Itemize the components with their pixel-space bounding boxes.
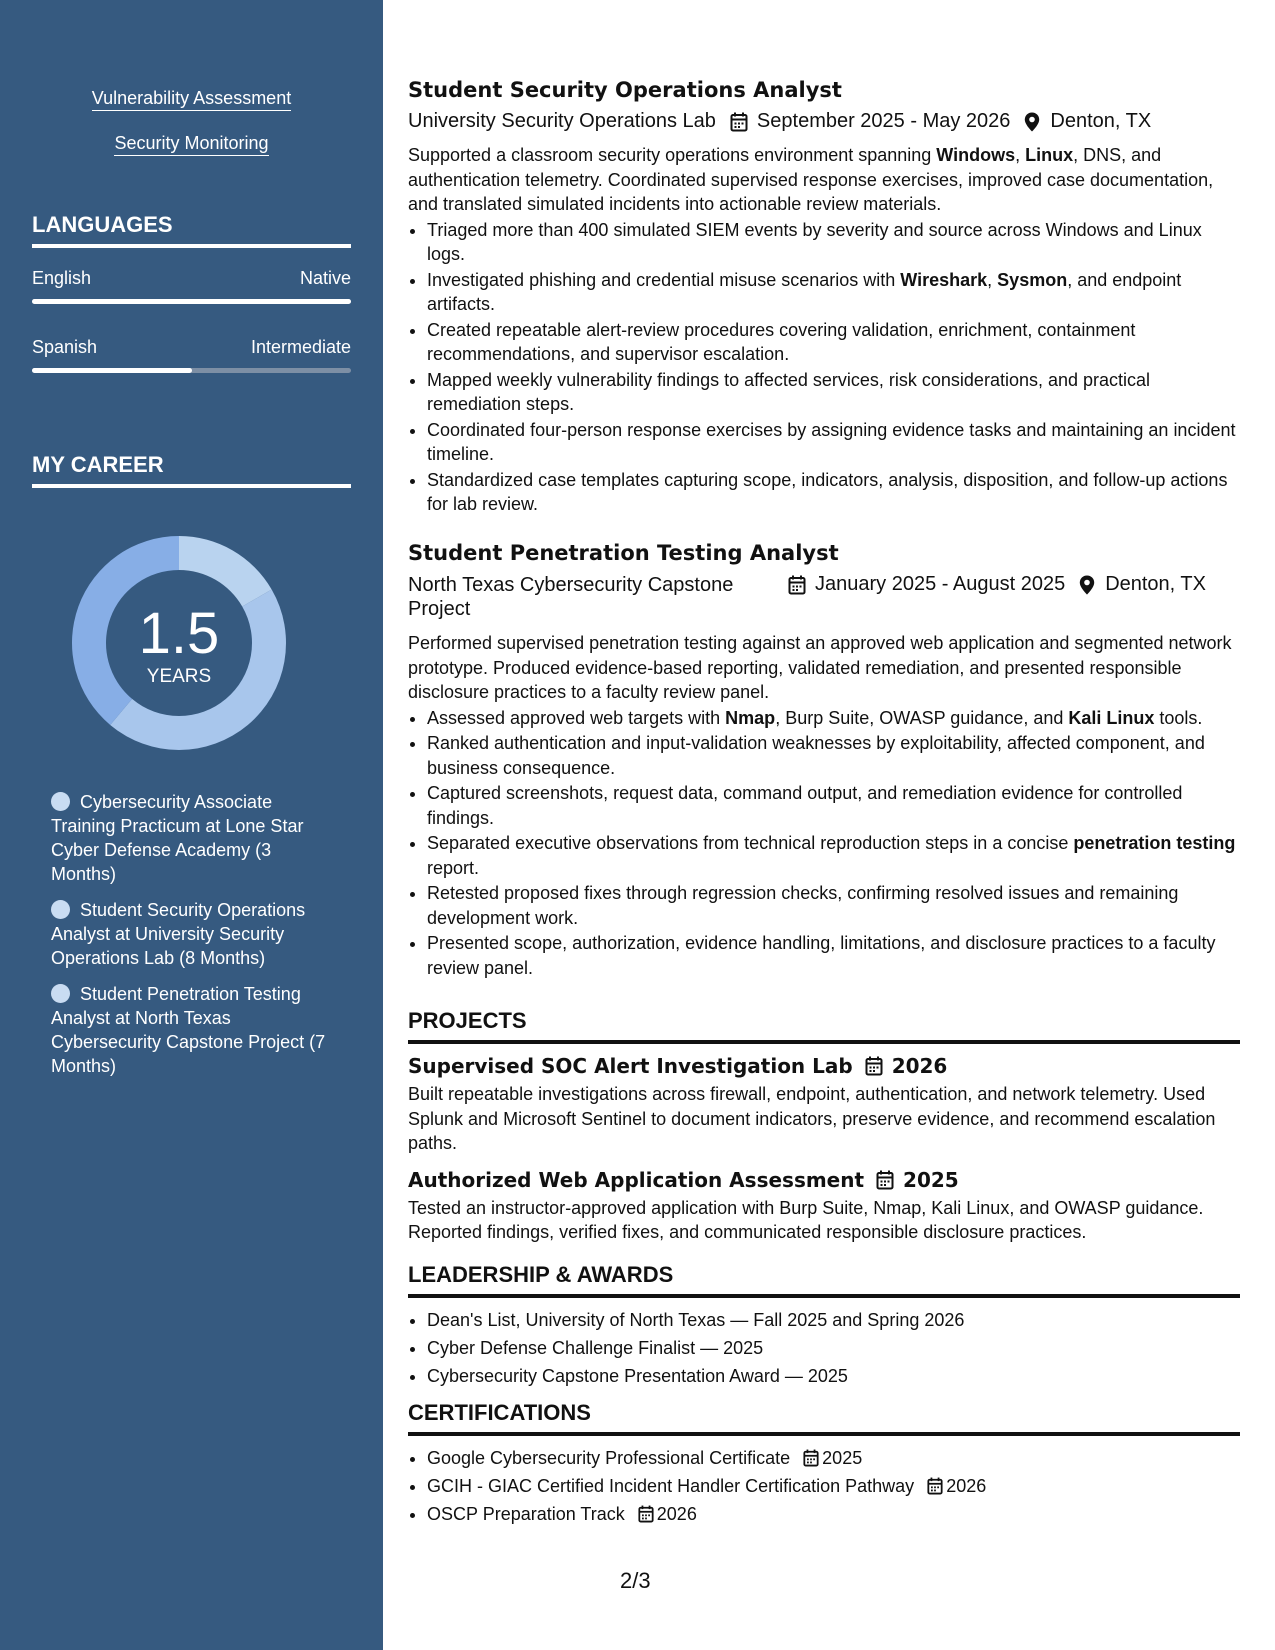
job-org: North Texas Cybersecurity Capstone Project xyxy=(408,574,734,620)
career-list xyxy=(51,790,341,1090)
job-bullet: • Created repeatable alert-review procedures covering validation, enrichment, containment recommendations, and supervisor escalation. xyxy=(427,318,1240,367)
job-bullets xyxy=(408,706,1240,981)
certification-item xyxy=(427,1473,1240,1500)
language-bar-fill xyxy=(32,368,192,373)
text-run: Investigated phishing and credential misuse scenarios with xyxy=(427,269,901,290)
certification-item xyxy=(427,1501,1240,1528)
job-description xyxy=(408,143,1240,217)
language-bar xyxy=(32,368,351,373)
job-bullet: • Ranked authentication and input-validation weaknesses by exploitability, affected component, and business consequence. xyxy=(427,731,1240,780)
certifications-section xyxy=(408,1400,1240,1529)
text-run: report. xyxy=(427,857,480,878)
calendar-icon xyxy=(788,575,806,595)
certification-year: 2026 xyxy=(946,1476,987,1496)
skill-label: Security Monitoring xyxy=(114,133,268,156)
donut-segment xyxy=(179,536,272,607)
skill-item xyxy=(0,133,383,154)
career-donut-chart xyxy=(66,530,292,756)
language-level: Native xyxy=(299,268,351,288)
job-location xyxy=(1078,573,1206,596)
job-bullets xyxy=(408,218,1240,517)
job-bullet xyxy=(427,706,1240,731)
language-bar xyxy=(32,299,351,304)
projects-section xyxy=(408,1008,1240,1245)
leadership-item: • Cyber Defense Challenge Finalist — 2025 xyxy=(427,1335,1240,1362)
projects-heading: PROJECTS xyxy=(408,1008,1240,1044)
career-item-text: Cybersecurity Associate Training Practicum at Lone Star Cyber Defense Academy (3 Months) xyxy=(51,792,304,884)
text-run: , and endpoint artifacts. xyxy=(427,269,1182,314)
project-title-row xyxy=(408,1168,1240,1192)
job-dates-text: January 2025 - August 2025 xyxy=(815,573,1066,595)
language-row xyxy=(32,268,351,289)
leadership-list xyxy=(408,1307,1240,1390)
text-run-bold: Windows xyxy=(936,145,1016,165)
leadership-section xyxy=(408,1262,1240,1391)
project-entry xyxy=(408,1168,1240,1245)
text-run-bold: Kali Linux xyxy=(1068,707,1155,728)
calendar-icon xyxy=(865,1056,883,1076)
job-bullet: • Retested proposed fixes through regression checks, confirming resolved issues and remaining development work. xyxy=(427,881,1240,930)
map-pin-icon xyxy=(1078,575,1096,595)
page-number: 2/3 xyxy=(620,1568,651,1593)
certification-item xyxy=(427,1445,1240,1472)
certifications-list xyxy=(408,1445,1240,1528)
career-item xyxy=(51,790,341,886)
certification-name: GCIH - GIAC Certified Incident Handler Certification Pathway xyxy=(427,1476,915,1496)
text-run: tools. xyxy=(1154,707,1203,728)
text-run: , xyxy=(1015,145,1026,165)
map-pin-icon xyxy=(1023,112,1041,132)
job-location-text: Denton, TX xyxy=(1050,110,1152,132)
project-title: Supervised SOC Alert Investigation Lab xyxy=(408,1054,853,1078)
certifications-heading: CERTIFICATIONS xyxy=(408,1400,1240,1436)
job-bullet: • Mapped weekly vulnerability findings to affected services, risk considerations, and practical remediation steps. xyxy=(427,368,1240,417)
job-location xyxy=(1023,110,1151,133)
job-bullet: • Standardized case templates capturing scope, indicators, analysis, disposition, and follow-up actions for lab review. xyxy=(427,468,1240,517)
job-bullet xyxy=(427,831,1240,880)
language-bar-fill xyxy=(32,299,351,304)
career-total-unit: YEARS xyxy=(146,666,212,687)
text-run: Separated executive observations from technical reproduction steps in a concise xyxy=(427,833,1074,853)
job-meta xyxy=(408,110,1240,133)
languages-heading: LANGUAGES xyxy=(32,212,351,248)
text-run: , xyxy=(987,269,998,290)
job-bullet: • Presented scope, authorization, evidence handling, limitations, and disclosure practices to a faculty review panel. xyxy=(427,931,1240,980)
career-heading: MY CAREER xyxy=(32,452,351,488)
calendar-icon xyxy=(638,1505,654,1523)
circle-dot-icon xyxy=(51,900,70,919)
sidebar xyxy=(0,0,383,1650)
project-year: 2025 xyxy=(903,1167,959,1192)
career-total-value: 1.5 xyxy=(138,601,220,666)
job-bullet: • Coordinated four-person response exercises by assigning evidence tasks and maintaining an incident timeline. xyxy=(427,418,1240,467)
skill-item xyxy=(0,88,383,109)
text-run: Supported a classroom security operations environment spanning xyxy=(408,145,937,165)
job-location-text: Denton, TX xyxy=(1105,573,1206,595)
certification-year: 2025 xyxy=(822,1448,863,1468)
circle-dot-icon xyxy=(51,984,70,1003)
text-run-bold: Linux xyxy=(1025,145,1074,165)
circle-dot-icon xyxy=(51,792,70,811)
text-run: , DNS, and authentication telemetry. Coordinated supervised response exercises, improved case documentation, and translated simulated incidents into actionable review materials. xyxy=(408,145,1214,214)
project-title-row xyxy=(408,1054,1240,1078)
calendar-icon xyxy=(730,112,748,132)
calendar-icon xyxy=(876,1170,894,1190)
project-title: Authorized Web Application Assessment xyxy=(408,1167,865,1192)
language-name: Spanish xyxy=(32,337,98,357)
career-item xyxy=(51,898,341,970)
certification-name: Google Cybersecurity Professional Certificate xyxy=(427,1448,791,1468)
job-meta xyxy=(408,573,1240,621)
text-run-bold: Nmap xyxy=(725,707,776,728)
text-run-bold: penetration testing xyxy=(1073,833,1236,853)
job-title: Student Security Operations Analyst xyxy=(408,78,842,102)
certification-name: OSCP Preparation Track xyxy=(427,1504,625,1524)
job-bullet: • Captured screenshots, request data, command output, and remediation evidence for controlled findings. xyxy=(427,781,1240,830)
job-dates xyxy=(788,573,1065,596)
calendar-icon xyxy=(803,1449,819,1467)
job-description: Performed supervised penetration testing against an approved web application and segmented network prototype. Produced evidence-based reporting, validated remediation, and presented responsible disclosure practices to a faculty review panel. xyxy=(408,633,1232,702)
language-row xyxy=(32,337,351,358)
job-dates-text: September 2025 - May 2026 xyxy=(756,110,1011,132)
leadership-item: • Cybersecurity Capstone Presentation Award — 2025 xyxy=(427,1363,1240,1390)
job-entry xyxy=(408,78,1240,518)
career-item-text: Student Security Operations Analyst at University Security Operations Lab (8 Months) xyxy=(51,900,306,968)
project-description: Built repeatable investigations across firewall, endpoint, authentication, and network telemetry. Used Splunk and Microsoft Sentinel to document indicators, preserve evidence, and recommend escalation paths. xyxy=(408,1084,1216,1153)
job-org: University Security Operations Lab xyxy=(408,110,716,132)
job-title: Student Penetration Testing Analyst xyxy=(408,541,839,565)
job-entry xyxy=(408,541,1240,981)
career-item-text: Student Penetration Testing Analyst at North Texas Cybersecurity Capstone Project (7 Months) xyxy=(51,984,326,1076)
leadership-item: • Dean's List, University of North Texas — Fall 2025 and Spring 2026 xyxy=(427,1307,1240,1334)
certification-year: 2026 xyxy=(656,1504,697,1524)
skill-label: Vulnerability Assessment xyxy=(92,88,291,111)
calendar-icon xyxy=(927,1477,943,1495)
text-run-bold: Wireshark xyxy=(900,269,988,290)
project-year: 2026 xyxy=(891,1054,948,1078)
text-run: , Burp Suite, OWASP guidance, and xyxy=(775,707,1069,728)
language-level: Intermediate xyxy=(250,337,351,357)
job-dates xyxy=(730,110,1011,133)
leadership-heading: LEADERSHIP & AWARDS xyxy=(408,1262,1240,1298)
project-description: Tested an instructor-approved application with Burp Suite, Nmap, Kali Linux, and OWASP guidance. Reported findings, verified fixes, and communicated responsible disclosure practices. xyxy=(408,1197,1204,1242)
text-run-bold: Sysmon xyxy=(997,269,1068,290)
job-bullet xyxy=(427,268,1240,317)
text-run: Assessed approved web targets with xyxy=(427,707,726,728)
job-bullet: • Triaged more than 400 simulated SIEM events by severity and source across Windows and Linux logs. xyxy=(427,218,1240,267)
language-name: English xyxy=(32,268,92,288)
career-item xyxy=(51,982,341,1078)
project-entry xyxy=(408,1054,1240,1156)
